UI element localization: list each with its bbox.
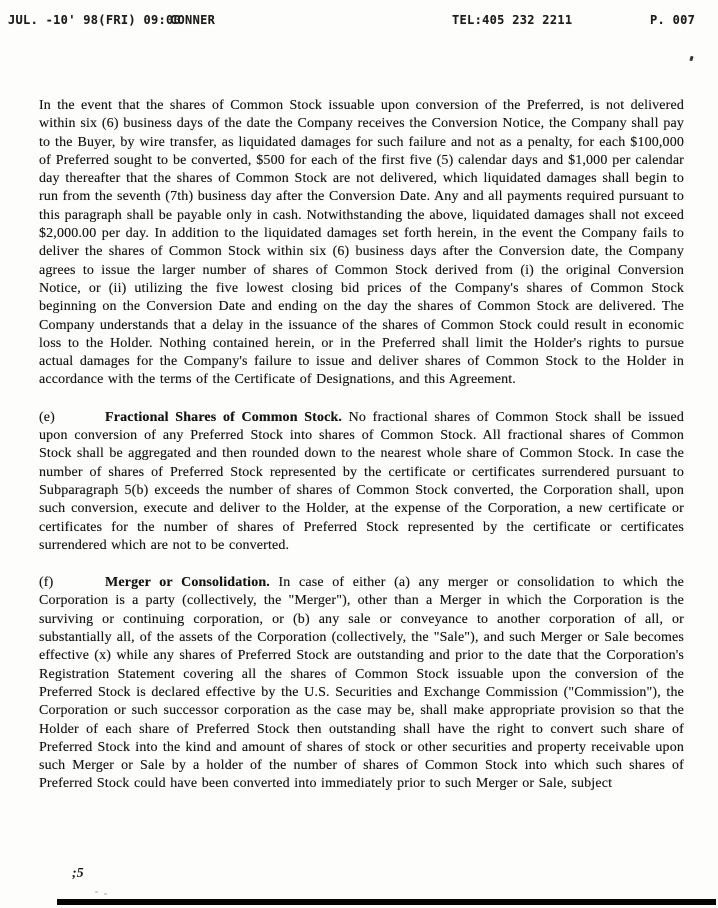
section-f-body: In case of either (a) any merger or consolidation to which the Corporation is a party (collectively, the "Merger"), other than a Merger in which the Corporation is the surviving or continuing corporation, or (b) any sale or conveyance to another corporation of all, or substantially all, of the assets of the Corporation (collectively, the "Sale"), and such Merger or Sale becomes effective (x) while any shares of Preferred Stock are outstanding and prior to the date that the Corporation's Registration Statement covering all the shares of Common Stock issuable upon the conversion of the Preferred Stock is declared effective by the U.S. Securities and Exchange Commission ("Commission"), the Corporation or such successor corporation as the case may be, shall make appropriate provision so that the Holder of each share of Preferred Stock then outstanding shall have the right to convert such share of Preferred Stock into the kind and amount of shares of stock or other securities and property receivable upon such Merger or Sale by a holder of the number of shares of Common Stock into which such shares of Preferred Stock could have been converted into immediately prior to such Merger or Sale, subject xyxy=(39,575,684,792)
section-e-label: (e) xyxy=(39,409,55,425)
section-f-paragraph xyxy=(39,574,684,794)
scan-speckle xyxy=(95,891,98,893)
fax-page-indicator: P. 007 xyxy=(650,13,696,27)
fax-sender-name: CONNER xyxy=(170,13,216,27)
fax-header xyxy=(0,13,718,35)
intro-paragraph: In the event that the shares of Common Stock issuable upon conversion of the Preferred, is not delivered within six (6) business days of the date the Company receives the Conversion Notice, the Company shall pay to the Buyer, by wire transfer, as liquidated damages for such failure and not as a penalty, for each $100,000 of Preferred sought to be converted, $500 for each of the first five (5) calendar days and $1,000 per calendar day thereafter that the shares of Common Stock are not delivered, which liquidated damages shall begin to run from the seventh (7th) business day after the Conversion Date. Any and all payments required pursuant to this paragraph shall be payable only in cash. Notwithstanding the above, liquidated damages shall not exceed $2,000.00 per day. In addition to the liquidated damages set forth herein, in the event the Company fails to deliver the shares of Common Stock within six (6) business days after the Conversion date, the Company agrees to issue the larger number of shares of Common Stock derived from (i) the original Conversion Notice, or (ii) utilizing the five lowest closing bid prices of the Company's shares of Common Stock beginning on the Conversion Date and ending on the day the shares of Common Stock are delivered. The Company understands that a delay in the issuance of the shares of Common Stock could result in economic loss to the Holder. Nothing contained herein, or in the Preferred shall limit the Holder's rights to pursue actual damages for the Company's failure to issue and deliver shares of Common Stock to the Holder in accordance with the terms of the Certificate of Designations, and this Agreement. xyxy=(39,98,684,388)
fax-datetime: JUL. -10' 98(FRI) 09:00 xyxy=(8,13,182,27)
scan-artifact-bar xyxy=(57,899,716,905)
section-e-paragraph xyxy=(39,409,684,555)
document-body xyxy=(39,97,684,813)
section-f-label: (f) xyxy=(39,575,54,591)
section-e-heading: Fractional Shares of Common Stock. xyxy=(105,409,343,425)
scan-speckle xyxy=(689,56,693,62)
scan-speckle xyxy=(104,893,107,895)
section-f-heading: Merger or Consolidation. xyxy=(105,575,270,591)
fax-phone-number: TEL:405 232 2211 xyxy=(452,13,573,27)
section-e-body: No fractional shares of Common Stock shall be issued upon conversion of any Preferred Stock into shares of Common Stock. All fractional shares of Common Stock shall be aggregated and then rounded down to the nearest whole share of Common Stock. In case the number of shares of Preferred Stock represented by the certificate or certificates surrendered pursuant to Subparagraph 5(b) exceeds the number of shares of Common Stock converted, the Corporation shall, upon such conversion, execute and deliver to the Holder, at the expense of the Corporation, a new certificate or certificates for the number of shares of Preferred Stock represented by the certificate or certificates surrendered which are not to be converted. xyxy=(39,409,684,553)
page-number: ;5 xyxy=(72,866,84,881)
